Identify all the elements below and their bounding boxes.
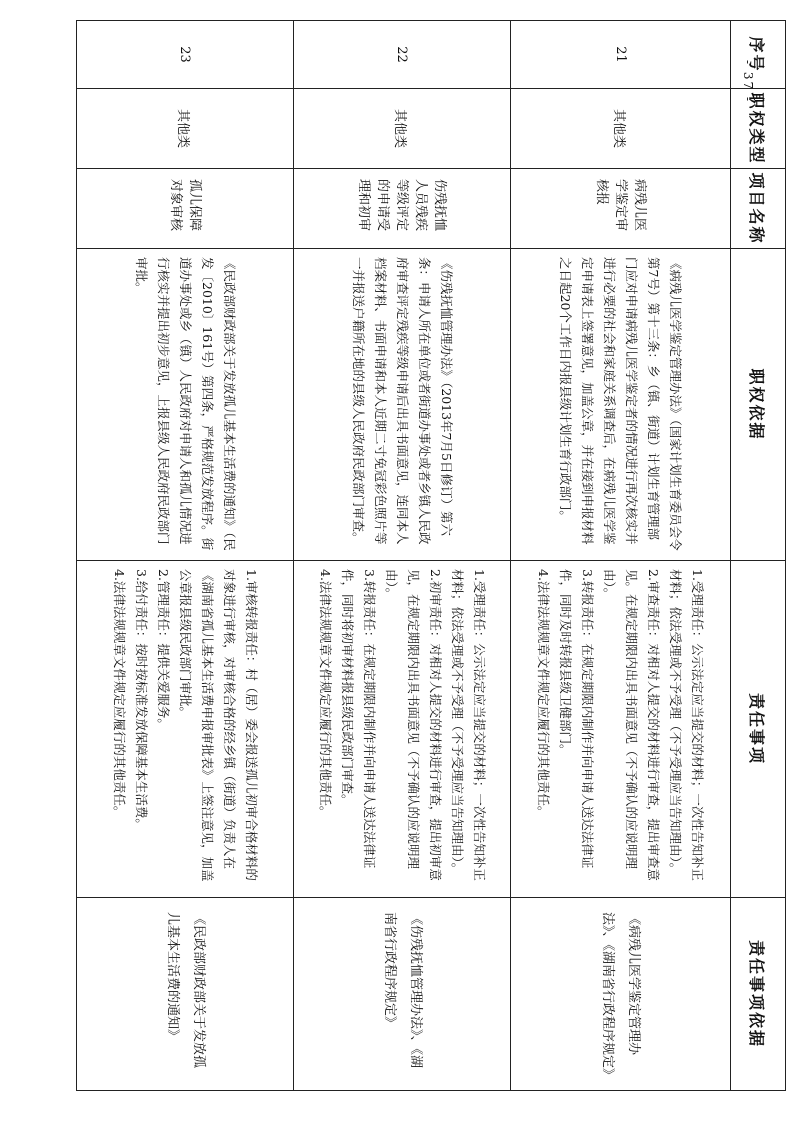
resp-item: 4.法律法规规章文件规定应履行的其他责任。 [536, 569, 552, 819]
cell-name: 孤儿保障对象审核 [77, 169, 294, 249]
header-type: 职权类型 [731, 89, 786, 169]
resp-item: 1.受理责任：公示法定应当提交的材料；一次性告知补正材料；依法受理或不予受理（不予受理应当告知理由）。 [450, 569, 487, 881]
cell-responsibility [77, 561, 294, 898]
header-seq: 序号 [731, 21, 786, 89]
cell-type: 其他类 [511, 89, 731, 169]
header-reference: 责任事项依据 [731, 898, 786, 1091]
resp-item: 1.受理责任：公示法定应当提交的材料；一次性告知补正材料；依法受理或不予受理（不予受理应当告知理由）。 [668, 569, 706, 881]
cell-seq: 22 [294, 21, 511, 89]
responsibility-table [76, 20, 786, 1091]
cell-responsibility [511, 561, 731, 898]
table-header-row [731, 21, 786, 1091]
cell-reference: 《民政部财政部关于发放孤儿基本生活费的通知》 [77, 898, 294, 1091]
resp-item: 2.审查责任：对相对人提交的材料进行审查，提出审查意见。在规定期限内出具书面意见（不予确认的应说明理由）。 [602, 569, 662, 881]
header-responsibility: 责任事项 [731, 561, 786, 898]
cell-seq: 23 [77, 21, 294, 89]
resp-item: 3.转报责任：在规定期限内制作并向申请人送达法律证件，同时及时转报县级卫健部门。 [558, 569, 596, 869]
resp-item: 2.管理责任：提供关爱服务。 [156, 569, 171, 731]
cell-type: 其他类 [77, 89, 294, 169]
header-name: 项目名称 [731, 169, 786, 249]
resp-item: 3.给付责任：按时按标准发放保障基本生活费。 [134, 569, 149, 831]
resp-item: 3.转报责任：在规定期限内制作并向申请人送达法律证件，同时将初审材料报县级民政部门审查。 [340, 569, 377, 869]
resp-item: 2.初审责任：对相对人提交的材料进行审查，提出初审意见，在规定期限内出具书面意见（不予确认的应说明理由）。 [384, 569, 443, 881]
resp-item: 4.法律法规规章文件规定应履行的其他责任。 [112, 569, 127, 819]
resp-item: 1.审核转报责任：村（居）委会报送孤儿初审合格材料的对象进行审核，对审核合格的经乡镇（街道）负责人在《湖南省孤儿基本生活费申报审批表》上签注意见，加盖公章报县级民政部门审批。 [178, 569, 259, 882]
cell-basis: 《民政部财政部关于发放孤儿基本生活费的通知》（民发〔2010〕161号）第四条，严格规范发放程序。街道办事处或乡（镇）人民政府对申请人和孤儿情况进行核实并提出初步意见，上报县级人民政府民政部门审批。 [77, 249, 294, 561]
cell-name: 病残儿医学鉴定审核报 [511, 169, 731, 249]
page-number: - 37 - [741, 60, 755, 104]
header-basis: 职权依据 [731, 249, 786, 561]
rotated-table-container [78, 20, 786, 1090]
cell-reference: 《伤残抚恤管理办法》、《湖南省行政程序规定》 [294, 898, 511, 1091]
table-row [511, 21, 731, 1091]
cell-seq: 21 [511, 21, 731, 89]
cell-basis: 《伤残抚恤管理办法》（2013年7月5日修订）第六条：申请人所在单位或者街道办事处或者乡镇人民政府审查评定残疾等级申请后出具书面意见，连同本人档案材料、书面申请和本人近期二寸免冠彩色照片等一并报送户籍所在地的县级人民政府民政部门审查。 [294, 249, 511, 561]
table-row [294, 21, 511, 1091]
cell-basis: 《病残儿医学鉴定管理办法》（国家计划生育委员会令第7号）第十三条：乡（镇、街道）计划生育管理部门应对申请病残儿医学鉴定者的情况进行再次核实并进行必要的社会和家庭关系调查后，在病残儿医学鉴定申请表上签署意见，加盖公章，并在接到申报材料之日起20个工作日内报县级计划生育行政部门。 [511, 249, 731, 561]
cell-reference: 《病残儿医学鉴定管理办法》、《湖南省行政程序规定》 [511, 898, 731, 1091]
resp-item: 4.法律法规规章文件规定应履行的其他责任。 [318, 569, 333, 819]
cell-name: 伤残抚恤人员残疾等级评定的申请受理和初审 [294, 169, 511, 249]
table-row [77, 21, 294, 1091]
cell-responsibility [294, 561, 511, 898]
cell-type: 其他类 [294, 89, 511, 169]
